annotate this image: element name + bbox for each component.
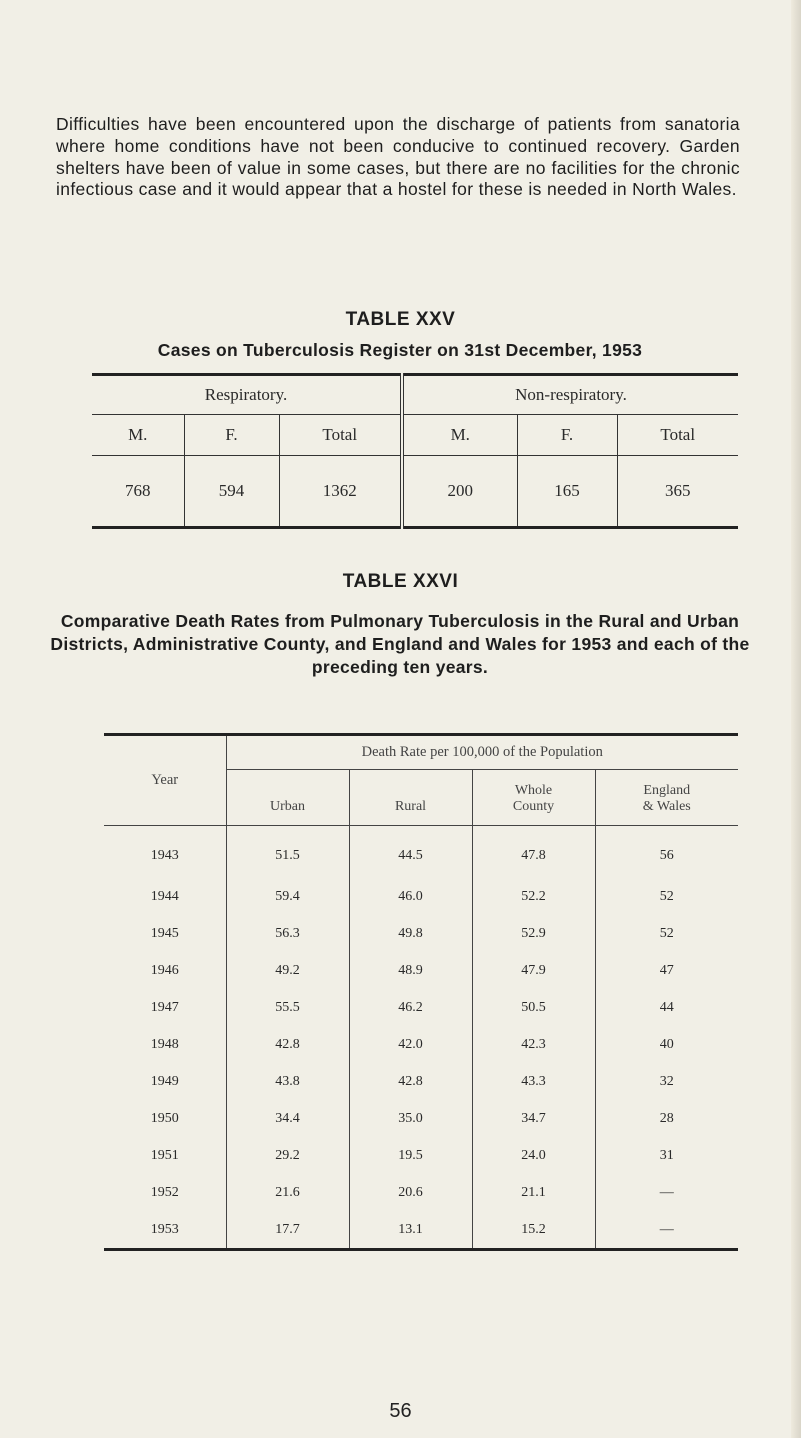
table26-value-cell: 40 [595, 1026, 738, 1063]
table26-value-cell: 42.3 [472, 1026, 595, 1063]
table26-year-cell: 1951 [150, 1147, 179, 1163]
table26-value-cell: 24.0 [472, 1137, 595, 1174]
table26-value-cell: — [595, 1174, 738, 1211]
table26-year-cell: 1944 [150, 888, 179, 904]
table26-value-cell: — [595, 1211, 738, 1250]
table26 [104, 733, 738, 1251]
table25-col-nonresp-m: M. [402, 415, 517, 456]
table26-year-cell: 1952 [150, 1184, 179, 1200]
table26-value-cell: 35.0 [349, 1100, 472, 1137]
table26-col-ew-line1: England [643, 783, 691, 798]
table26-row [104, 1026, 738, 1063]
table26-body [104, 826, 738, 1250]
table25-value: 1362 [279, 456, 402, 528]
table26-group-header: Death Rate per 100,000 of the Population [226, 735, 738, 770]
table26-value-cell: 48.9 [349, 952, 472, 989]
table26-value-cell: 47.9 [472, 952, 595, 989]
table26-col-england-wales [595, 770, 738, 826]
table26-row [104, 915, 738, 952]
table26-value-cell: 42.0 [349, 1026, 472, 1063]
table26-value-cell: 29.2 [226, 1137, 349, 1174]
table25-title: TABLE XXV [345, 309, 456, 330]
table26-year-cell: 1953 [150, 1221, 179, 1237]
table26-value-cell: 21.1 [472, 1174, 595, 1211]
table25-col-resp-total: Total [279, 415, 402, 456]
table26-year-cell: 1947 [150, 999, 179, 1015]
table26-year-cell: 1946 [150, 962, 179, 978]
table26-row [104, 1174, 738, 1211]
table26-col-county [472, 770, 595, 826]
table25-col-nonresp-f: F. [517, 415, 617, 456]
table26-value-cell: 46.2 [349, 989, 472, 1026]
table26-value-cell: 52 [595, 915, 738, 952]
table26-value-cell: 34.7 [472, 1100, 595, 1137]
table25-subtitle: Cases on Tuberculosis Register on 31st December, 1953 [157, 340, 643, 360]
page-edge [791, 0, 801, 1438]
table26-col-county-line1: Whole [514, 783, 553, 798]
body-paragraph: Difficulties have been encountered upon the discharge of patients from sanatoria where home conditions have not been conducive to continued recovery. Garden shelters have been of value in some cases, but there are no facilities for the chronic infectious case and it would appear that a hostel for these is needed in North Wales. [56, 114, 740, 200]
table26-value-cell: 50.5 [472, 989, 595, 1026]
table26-value-cell: 52.9 [472, 915, 595, 952]
table26-value-cell: 56.3 [226, 915, 349, 952]
table25-value: 594 [184, 456, 279, 528]
table26-row [104, 1137, 738, 1174]
table25-col-nonresp-total: Total [617, 415, 738, 456]
table26-row [104, 826, 738, 878]
table26-value-cell: 47.8 [472, 826, 595, 878]
table26-col-rural: Rural [349, 770, 472, 826]
table26-col-ew-line2: & Wales [642, 799, 691, 814]
table25-value: 768 [92, 456, 184, 528]
table26-value-cell: 56 [595, 826, 738, 878]
table26-value-cell: 17.7 [226, 1211, 349, 1250]
table26-value-cell: 49.2 [226, 952, 349, 989]
table26-value-cell: 20.6 [349, 1174, 472, 1211]
table26-col-urban: Urban [226, 770, 349, 826]
table26-subtitle: Comparative Death Rates from Pulmonary Tuberculosis in the Rural and Urban Districts, Administrative County, and England and Wales for 1953 and each of the preceding ten years. [50, 611, 750, 677]
table25 [92, 373, 738, 529]
table26-row [104, 1211, 738, 1250]
table26-value-cell: 13.1 [349, 1211, 472, 1250]
table26-value-cell: 46.0 [349, 878, 472, 915]
table26-col-county-line2: County [512, 799, 555, 814]
table26-row [104, 952, 738, 989]
table26-value-cell: 31 [595, 1137, 738, 1174]
table26-value-cell: 51.5 [226, 826, 349, 878]
table26-value-cell: 19.5 [349, 1137, 472, 1174]
table26-row [104, 989, 738, 1026]
table26-value-cell: 44.5 [349, 826, 472, 878]
table26-value-cell: 34.4 [226, 1100, 349, 1137]
table26-year-cell: 1949 [150, 1073, 179, 1089]
table26-value-cell: 21.6 [226, 1174, 349, 1211]
table26-title: TABLE XXVI [342, 571, 459, 592]
table26-row [104, 1100, 738, 1137]
table26-value-cell: 49.8 [349, 915, 472, 952]
table26-year-cell: 1950 [150, 1110, 179, 1126]
table26-row [104, 878, 738, 915]
table26-value-cell: 55.5 [226, 989, 349, 1026]
table25-group-nonrespiratory: Non-respiratory. [402, 375, 738, 415]
table26-year-cell: 1943 [150, 848, 179, 863]
table25-group-respiratory: Respiratory. [204, 385, 288, 404]
table25-value: 200 [402, 456, 517, 528]
table25-value: 365 [617, 456, 738, 528]
table26-value-cell: 15.2 [472, 1211, 595, 1250]
table26-value-cell: 42.8 [349, 1063, 472, 1100]
table26-value-cell: 43.3 [472, 1063, 595, 1100]
table26-value-cell: 44 [595, 989, 738, 1026]
page-number: 56 [389, 1400, 412, 1422]
table25-col-resp-f: F. [184, 415, 279, 456]
table26-value-cell: 59.4 [226, 878, 349, 915]
table26-row [104, 1063, 738, 1100]
table25-col-resp-m: M. [92, 415, 184, 456]
table26-value-cell: 52.2 [472, 878, 595, 915]
table26-year-header: Year [151, 772, 179, 788]
table25-value: 165 [517, 456, 617, 528]
table26-value-cell: 28 [595, 1100, 738, 1137]
table26-year-cell: 1945 [150, 925, 179, 941]
table26-value-cell: 42.8 [226, 1026, 349, 1063]
table26-year-cell: 1948 [150, 1036, 179, 1052]
table26-value-cell: 32 [595, 1063, 738, 1100]
table26-value-cell: 52 [595, 878, 738, 915]
table26-value-cell: 43.8 [226, 1063, 349, 1100]
table26-value-cell: 47 [595, 952, 738, 989]
